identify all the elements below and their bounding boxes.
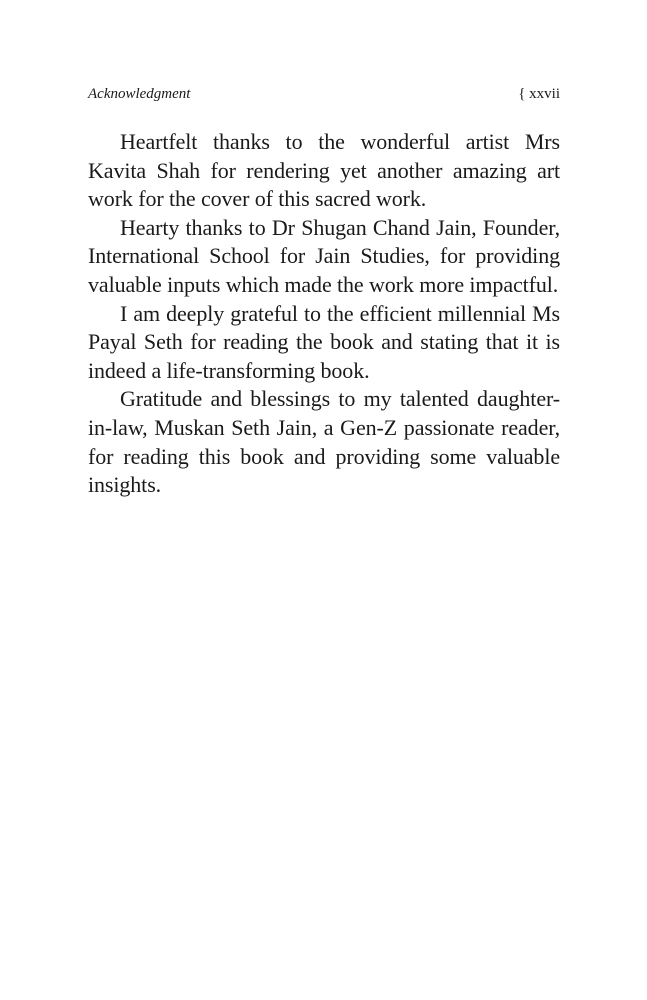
running-head	[88, 84, 560, 104]
paragraph-artist-thanks: Heartfelt thanks to the wonderful artist Mrs Kavita Shah for rendering yet another amazing art work for the cover of this sacred work.	[88, 129, 560, 212]
running-head-section-title: Acknowledgment	[88, 86, 191, 102]
paragraph-reader-thanks: I am deeply grateful to the efficient millennial Ms Payal Seth for reading the book and stating that it is indeed a life-transforming book.	[88, 300, 560, 383]
page-number: { xxvii	[518, 86, 560, 102]
acknowledgment-body	[88, 128, 560, 500]
paragraph-founder-thanks: Hearty thanks to Dr Shugan Chand Jain, Founder, International School for Jain Studies, for providing valuable inputs which made the work more impactful.	[88, 214, 560, 297]
paragraph-daughter-in-law-thanks: Gratitude and blessings to my talented daughter-in-law, Muskan Seth Jain, a Gen-Z passionate reader, for reading this book and providing some valuable insights.	[88, 386, 560, 498]
